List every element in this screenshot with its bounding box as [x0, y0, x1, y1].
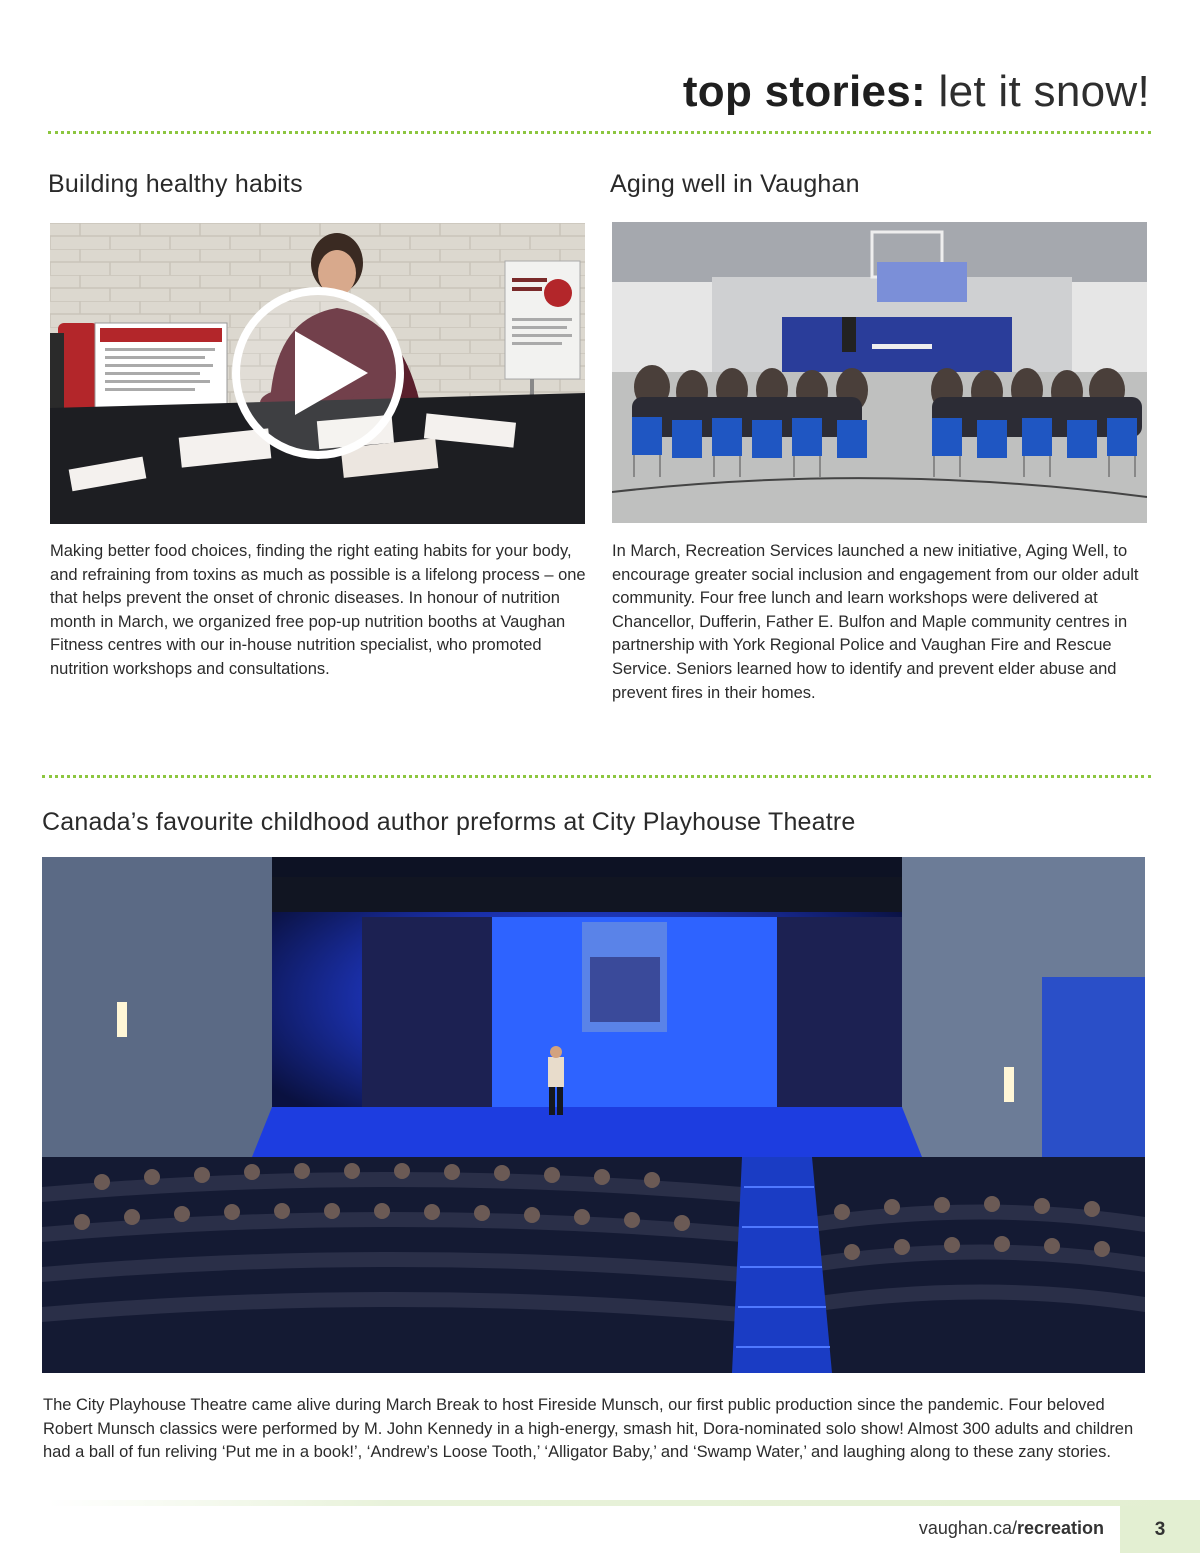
story-heading-healthy-habits: Building healthy habits: [48, 170, 303, 198]
middle-divider: [42, 775, 1151, 778]
footer-url-prefix: vaughan.ca/: [918, 1518, 1017, 1538]
footer-url-bold: recreation: [1016, 1518, 1104, 1538]
nutrition-booth-image: [50, 223, 585, 524]
story-body-aging-well: In March, Recreation Services launched a new initiative, Aging Well, to encourage greater social inclusion and engagement from our older adult community. Four free lunch and learn workshops were delivered at Chancellor, Dufferin, Father E. Bulfon and Maple community centres in partnership with York Regional Police and Vaughan Fire and Rescue Service. Seniors learned how to identify and prevent elder abuse and prevent fires in their homes.: [612, 542, 1139, 702]
top-divider: [48, 131, 1151, 134]
page-number-box: [1120, 1506, 1200, 1553]
page-title-light: let it snow!: [938, 67, 1150, 116]
page-number: 3: [1154, 1519, 1166, 1540]
page-title: [683, 66, 1150, 118]
story-body-healthy-habits: Making better food choices, finding the right eating habits for your body, and refraining from toxins as much as possible is a lifelong process – one that helps prevent the onset of chronic diseases. In honour of nutrition month in March, we organized free pop-up nutrition booths at Vaughan Fitness centres with our in-house nutrition specialist, who promoted nutrition workshops and consultations.: [50, 542, 586, 678]
theatre-image: [42, 857, 1145, 1373]
story-heading-aging-well: Aging well in Vaughan: [610, 170, 860, 198]
footer-band: [48, 1500, 1200, 1506]
story-heading-theatre: Canada’s favourite childhood author preforms at City Playhouse Theatre: [42, 808, 856, 836]
aging-well-photo: [612, 222, 1147, 523]
nutrition-booth-video[interactable]: [50, 223, 585, 524]
footer-url[interactable]: [919, 1517, 1104, 1539]
story-body-theatre: The City Playhouse Theatre came alive during March Break to host Fireside Munsch, our first public production since the pandemic. Four beloved Robert Munsch classics were performed by M. John Kennedy in a high-energy, smash hit, Dora-nominated solo show! Almost 300 adults and children had a ball of fun reliving ‘Put me in a book!’, ‘Andrew’s Loose Tooth,’ ‘Alligator Baby,’ and ‘Swamp Water,’ and laughing along to these zany stories.: [43, 1396, 1134, 1462]
theatre-photo: [42, 857, 1145, 1373]
page-title-bold: top stories:: [682, 67, 926, 116]
aging-well-image: [612, 222, 1147, 523]
